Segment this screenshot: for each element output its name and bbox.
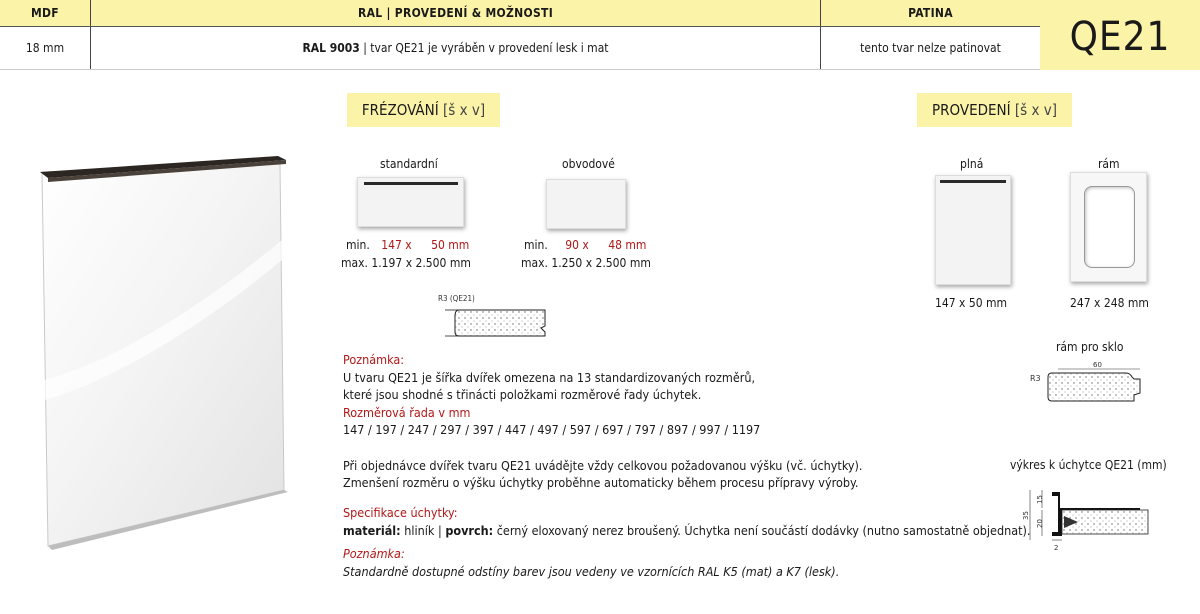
plna-size: 147 x 50 mm	[935, 296, 1008, 310]
provedeni-unit: [š x v]	[1014, 101, 1058, 119]
mdf-value: 18 mm	[25, 41, 65, 55]
min-label: min.	[524, 238, 548, 252]
provedeni-title-text: PROVEDENÍ	[931, 101, 1011, 119]
dim-35: 35	[1022, 511, 1030, 520]
size-series: 147 / 197 / 247 / 297 / 397 / 447 / 497 / 597 / 697 / 797 / 897 / 997 / 1197	[343, 422, 761, 437]
header-patina: PATINA	[821, 0, 1040, 26]
divider	[0, 69, 1040, 70]
glass-profile-drawing	[1030, 357, 1160, 421]
frezovani-title-text: FRÉZOVÁNÍ	[361, 101, 439, 119]
order-line2: Zmenšení rozměru o výšku úchytky proběhne automaticky během procesu přípravy výroby.	[343, 475, 859, 490]
ram-sample	[1070, 172, 1147, 282]
note1-line1: U tvaru QE21 je šířka dvířek omezena na 13 standardizovaných rozměrů,	[343, 370, 756, 385]
obvod-min-height: 48 mm	[608, 238, 647, 252]
standard-min-width: 147 x	[381, 238, 412, 252]
dim-20: 20	[1036, 519, 1044, 528]
dim-2: 2	[1054, 544, 1059, 552]
note1-line2: které jsou shodné s třinácti položkami rozměrové řady úchytek.	[343, 387, 702, 402]
spec-material-label: materiál:	[343, 523, 401, 538]
ral-code: RAL 9003	[302, 41, 360, 55]
profile-label: R3 (QE21)	[438, 294, 475, 303]
obvod-min-width: 90 x	[565, 238, 589, 252]
obvod-label: obvodové	[562, 157, 615, 171]
spec-title: Specifikace úchytky:	[343, 505, 458, 520]
obvod-max: max. 1.250 x 2.500 mm	[521, 256, 651, 270]
handle-drawing	[1020, 480, 1160, 564]
note1-title: Poznámka:	[343, 352, 405, 367]
handle-icon	[940, 180, 1006, 183]
obvod-min	[524, 238, 664, 252]
spec-line	[343, 522, 1030, 540]
order-line1: Při objednávce dvířek tvaru QE21 uvádějte vždy celkovou požadovanou výšku (vč. úchytky).	[343, 458, 863, 473]
ram-label: rám	[1098, 157, 1120, 171]
product-code: QE21	[1040, 0, 1200, 70]
spec-material: hliník |	[400, 523, 446, 538]
ram-frame	[1084, 186, 1135, 268]
standard-min	[346, 238, 486, 252]
plna-label: plná	[960, 157, 984, 171]
header-ral: RAL | PROVEDENÍ & MOŽNOSTI	[91, 0, 820, 26]
spec-surface-label: povrch:	[445, 523, 494, 538]
note2-text: Standardně dostupné odstíny barev jsou vedeny ve vzornících RAL K5 (mat) a K7 (lesk).	[343, 564, 840, 579]
handle-icon	[364, 182, 458, 185]
patina-value: tento tvar nelze patinovat	[860, 41, 1001, 55]
plna-sample	[935, 175, 1011, 285]
standard-max: max. 1.197 x 2.500 mm	[341, 256, 471, 270]
divider	[90, 0, 91, 69]
glass-r: R3	[1030, 374, 1041, 383]
standard-label: standardní	[380, 157, 438, 171]
profile-drawing	[445, 304, 555, 348]
spec-surface: černý eloxovaný nerez broušený. Úchytka není součástí dodávky (nutno samostatně objednat).	[493, 523, 1031, 538]
min-label: min.	[346, 238, 370, 252]
glass-label: rám pro sklo	[1056, 340, 1124, 354]
door-image	[30, 150, 300, 560]
provedeni-title	[917, 93, 1072, 127]
standard-min-height: 50 mm	[431, 238, 470, 252]
spec-header-table	[0, 0, 1040, 70]
divider	[0, 26, 1040, 27]
frezovani-title	[347, 93, 500, 127]
obvod-sample	[546, 179, 626, 229]
ram-size: 247 x 248 mm	[1070, 296, 1149, 310]
header-mdf: MDF	[0, 0, 90, 26]
frezovani-unit: [š x v]	[443, 101, 486, 119]
ral-value	[91, 27, 820, 69]
drawing-title: výkres k úchytce QE21 (mm)	[1010, 458, 1167, 472]
standard-sample	[357, 177, 464, 227]
glass-dim: 60	[1093, 361, 1102, 369]
ral-description: | tvar QE21 je vyráběn v provedení lesk i mat	[359, 41, 609, 55]
divider	[820, 0, 821, 69]
note2-title: Poznámka:	[343, 546, 405, 561]
dim-15: 15	[1036, 495, 1044, 504]
note1-subtitle: Rozměrová řada v mm	[343, 405, 471, 420]
